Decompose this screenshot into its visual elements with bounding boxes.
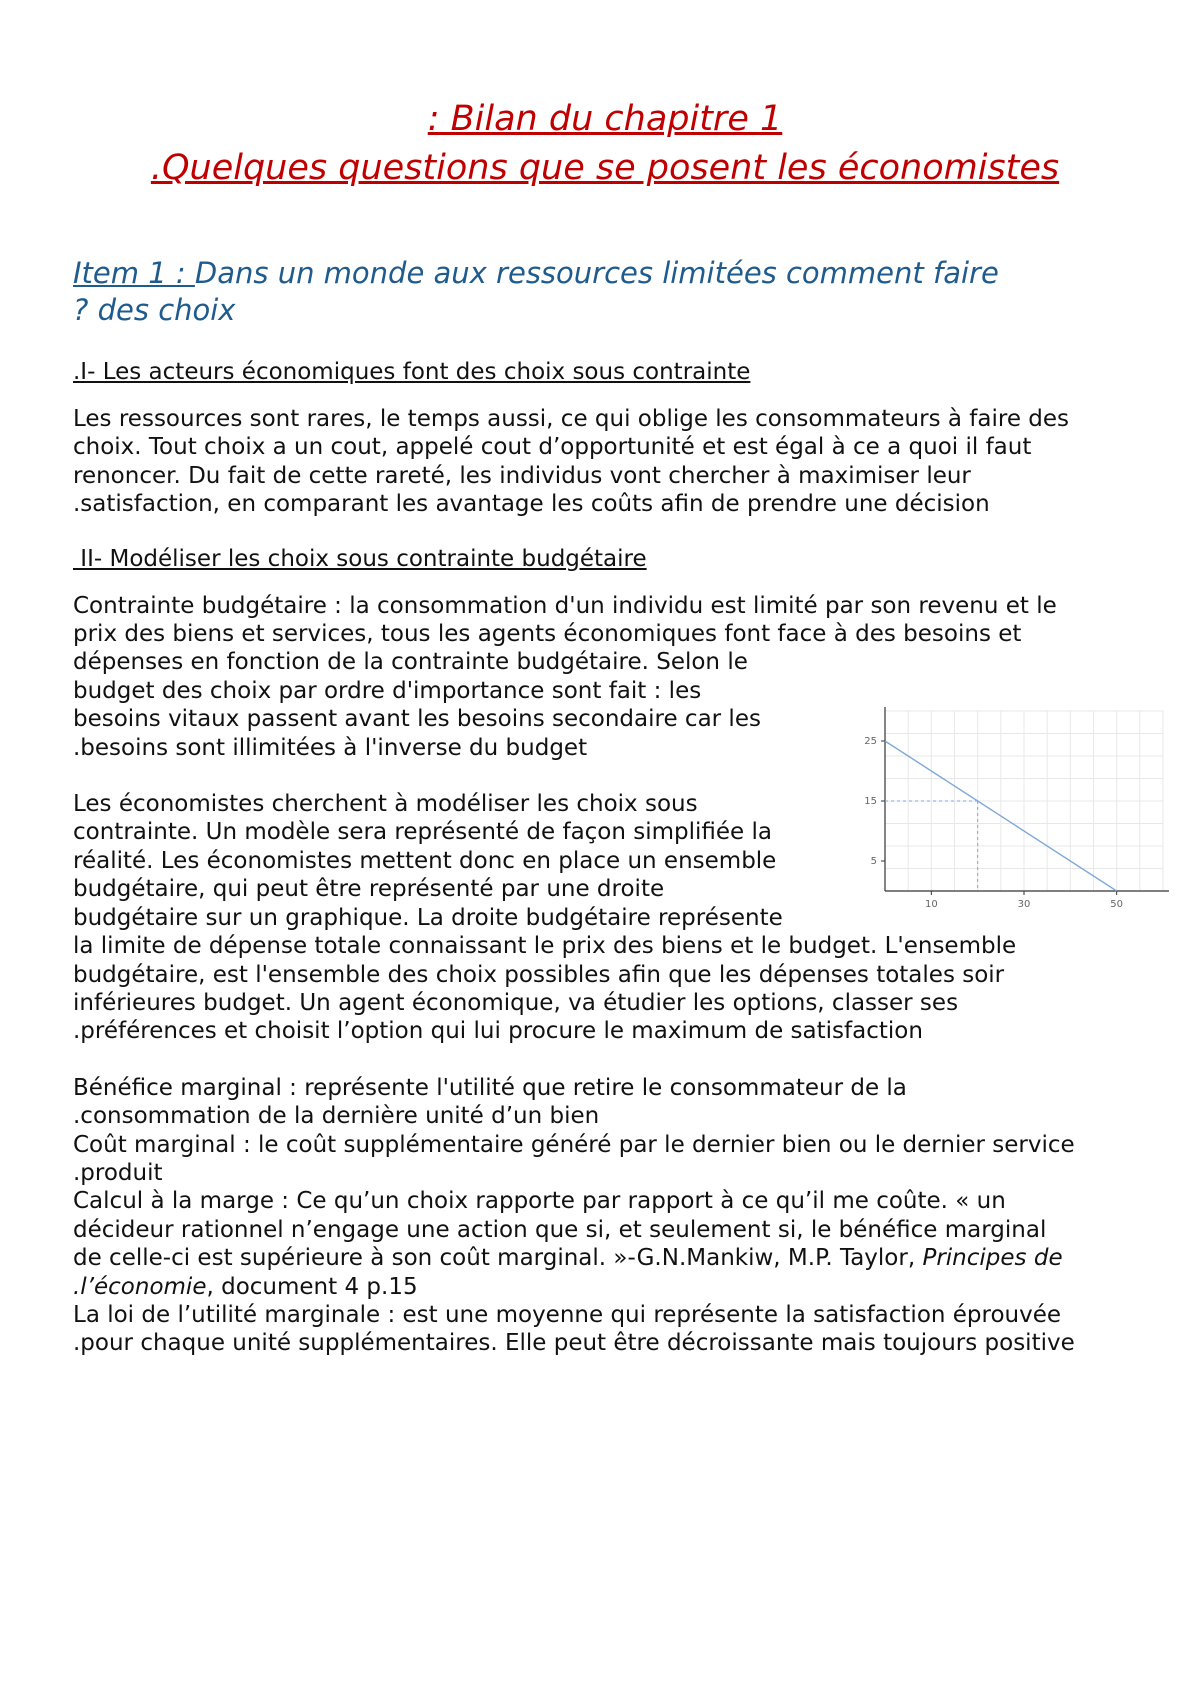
text-line: .préférences et choisit l’option qui lui procure le maximum de satisfaction <box>73 1018 923 1045</box>
text-line: budget des choix par ordre d'importance sont fait : les <box>73 677 702 704</box>
section-1-paragraph <box>73 405 1137 519</box>
text-line: renoncer. Du fait de cette rareté, les individus vont chercher à maximiser leur <box>73 462 971 489</box>
book-title-part-1: Principes de <box>922 1245 1063 1272</box>
text-line: Calcul à la marge : Ce qu’un choix rapporte par rapport à ce qu’il me coûte. « un <box>73 1188 1006 1215</box>
citation-source: , document 4 p.15 <box>206 1273 418 1300</box>
text-line: Bénéfice marginal : représente l'utilité que retire le consommateur de la <box>73 1074 907 1101</box>
text-line: .consommation de la dernière unité d’un bien <box>73 1103 600 1130</box>
text-line: Coût marginal : le coût supplémentaire généré par le dernier bien ou le dernier service <box>73 1131 1075 1158</box>
citation-line <box>73 1273 1137 1301</box>
text-line: Les ressources sont rares, le temps aussi, ce qui oblige les consommateurs à faire des <box>73 406 1070 432</box>
text-line: choix. Tout choix a un cout, appelé cout d’opportunité et est égal à ce a quoi il faut <box>73 434 1032 461</box>
text-line: budgétaire, est l'ensemble des choix possibles afin que les dépenses totales soir <box>73 961 1005 988</box>
item-1-text-1: Dans un monde aux ressources limitées comment faire <box>194 256 999 290</box>
text-line: dépenses en fonction de la contrainte budgétaire. Selon le <box>73 649 748 676</box>
text-line: budgétaire, qui peut être représenté par une droite <box>73 876 665 903</box>
x-tick-label: 10 <box>924 899 938 910</box>
text-line: la limite de dépense totale connaissant le prix des biens et le budget. L'ensemble <box>73 933 1017 960</box>
text-line: .pour chaque unité supplémentaires. Elle peut être décroissante mais toujours positive <box>73 1330 1075 1357</box>
text-line: décideur rationnel n’engage une action que si, et seulement si, le bénéfice marginal <box>73 1216 1047 1243</box>
title-line-1: : Bilan du chapitre 1 <box>427 99 783 139</box>
budget-line-chart <box>843 693 1173 918</box>
text-line: besoins vitaux passent avant les besoins secondaire car les <box>73 706 761 733</box>
citation-line <box>73 1244 1137 1272</box>
text-line: Contrainte budgétaire : la consommation d'un individu est limité par son revenu et le <box>73 592 1057 619</box>
text-line: prix des biens et services, tous les agents économiques font face à des besoins et <box>73 621 1022 648</box>
title-line-2: .Quelques questions que se posent les économistes <box>150 148 1060 188</box>
item-1-prefix: Item 1 : <box>73 256 195 290</box>
y-tick-label: 15 <box>864 796 877 807</box>
text-line: .satisfaction, en comparant les avantage les coûts afin de prendre une décision <box>73 491 990 518</box>
text-line: .besoins sont illimitées à l'inverse du budget <box>73 734 588 761</box>
text-line: contrainte. Un modèle sera représenté de façon simplifiée la <box>73 819 773 846</box>
text-line: inférieures budget. Un agent économique, va étudier les options, classer ses <box>73 989 959 1016</box>
y-tick-label: 5 <box>870 856 877 867</box>
section-2-paragraph-3 <box>73 1074 1137 1358</box>
text-line: .produit <box>73 1159 163 1186</box>
book-title-part-2: .l’économie <box>73 1273 207 1300</box>
section-1-heading: .I- Les acteurs économiques font des choix sous contrainte <box>73 359 751 385</box>
text-line: Les économistes cherchent à modéliser les choix sous <box>73 791 698 818</box>
text-line: La loi de l’utilité marginale : est une moyenne qui représente la satisfaction éprouvée <box>73 1301 1062 1328</box>
item-1-text-2: ? des choix <box>73 293 236 327</box>
citation-text: de celle-ci est supérieure à son coût marginal. »-G.N.Mankiw, M.P. Taylor, <box>73 1245 923 1272</box>
text-line: réalité. Les économistes mettent donc en place un ensemble <box>73 847 777 874</box>
x-tick-label: 30 <box>1017 899 1031 910</box>
y-tick-label: 25 <box>864 736 877 747</box>
item-1-heading <box>73 255 1137 329</box>
chart-svg <box>843 693 1173 918</box>
x-tick-label: 50 <box>1110 899 1124 910</box>
section-2-heading: II- Modéliser les choix sous contrainte budgétaire <box>73 545 647 572</box>
text-line: budgétaire sur un graphique. La droite budgétaire représente <box>73 904 783 931</box>
